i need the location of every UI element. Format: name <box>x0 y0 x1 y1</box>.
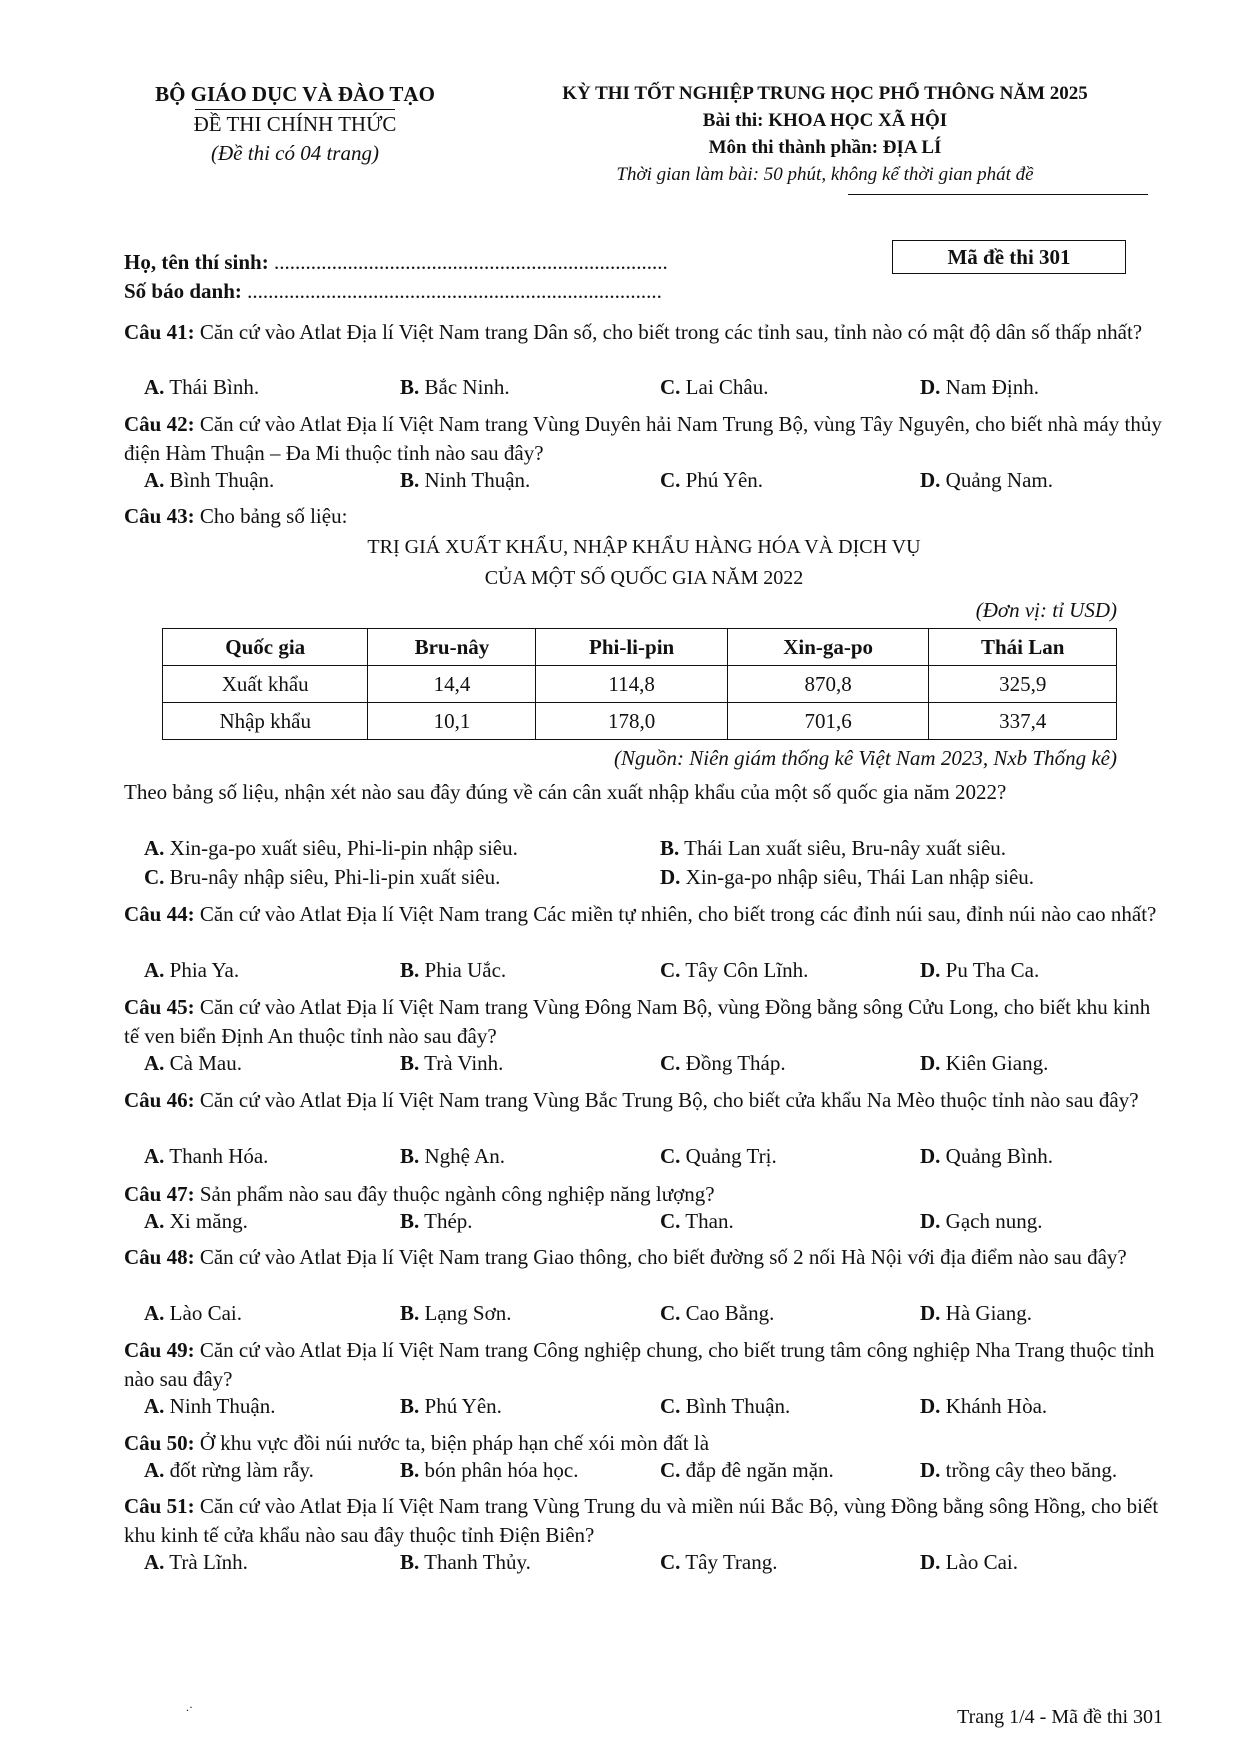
option-b[interactable]: B. Lạng Sơn. <box>400 1301 512 1325</box>
option-a[interactable]: A. Trà Lĩnh. <box>144 1550 248 1574</box>
question-text: Cho bảng số liệu: <box>199 504 348 528</box>
option-c[interactable]: C. Đồng Tháp. <box>660 1051 786 1075</box>
table-cell: 178,0 <box>536 703 727 740</box>
option-b[interactable]: B. Thái Lan xuất siêu, Bru-nây xuất siêu. <box>660 836 1007 860</box>
candidate-id-dots: ............................................................................... <box>247 279 662 303</box>
question-text: Căn cứ vào Atlat Địa lí Việt Nam trang Dân số, cho biết trong các tỉnh sau, tỉnh nào có mật độ dân số thấp nhất? <box>199 320 1143 344</box>
option-d[interactable]: D. Khánh Hòa. <box>920 1394 1048 1418</box>
exam-subject: Bài thi: KHOA HỌC XÃ HỘI <box>702 110 948 131</box>
options-46 <box>0 1144 1241 1174</box>
question-text: Căn cứ vào Atlat Địa lí Việt Nam trang Vùng Bắc Trung Bộ, cho biết cửa khẩu Na Mèo thuộc tỉnh nào sau đây? <box>199 1088 1139 1112</box>
options-50 <box>0 1458 1241 1488</box>
option-a[interactable]: A. Lào Cai. <box>144 1301 242 1325</box>
exam-title: KỲ THI TỐT NGHIỆP TRUNG HỌC PHỔ THÔNG NĂM 2025 <box>562 83 1088 104</box>
options-48 <box>0 1301 1241 1331</box>
question-48 <box>124 1243 1164 1272</box>
table-unit: (Đơn vị: tỉ USD) <box>975 598 1117 622</box>
table-header-row <box>163 629 1117 666</box>
option-b[interactable]: B. Nghệ An. <box>400 1144 506 1168</box>
option-a[interactable]: A. Ninh Thuận. <box>144 1394 276 1418</box>
option-c[interactable]: C. Phú Yên. <box>660 468 764 492</box>
question-51 <box>124 1492 1164 1549</box>
question-text: Căn cứ vào Atlat Địa lí Việt Nam trang Giao thông, cho biết đường số 2 nối Hà Nội với địa điểm nào sau đây? <box>199 1245 1127 1269</box>
option-d[interactable]: D. Pu Tha Ca. <box>920 958 1040 982</box>
data-table <box>162 628 1117 740</box>
ministry-name: BỘ GIÁO DỤC VÀ ĐÀO TẠO <box>155 82 435 106</box>
candidate-name-label: Họ, tên thí sinh: <box>124 250 269 274</box>
exam-time: Thời gian làm bài: 50 phút, không kể thời gian phát đề <box>616 164 1034 185</box>
table-question: Theo bảng số liệu, nhận xét nào sau đây đúng về cán cân xuất nhập khẩu của một số quốc gia năm 2022? <box>124 780 1007 804</box>
option-b[interactable]: B. bón phân hóa học. <box>400 1458 579 1482</box>
col-header: Phi-li-pin <box>536 629 727 666</box>
option-d[interactable]: D. trồng cây theo băng. <box>920 1458 1118 1482</box>
question-text: Căn cứ vào Atlat Địa lí Việt Nam trang Vùng Duyên hải Nam Trung Bộ, vùng Tây Nguyên, cho biết nhà máy thủy điện Hàm Thuận – Đa Mi thuộc tỉnh nào sau đây? <box>124 412 1162 465</box>
question-45 <box>124 993 1164 1050</box>
option-c[interactable]: C. Bình Thuận. <box>660 1394 791 1418</box>
table-row <box>163 666 1117 703</box>
exam-block <box>480 80 1170 195</box>
question-label: Câu 48: <box>124 1245 195 1269</box>
table-cell: 114,8 <box>536 666 727 703</box>
option-b[interactable]: B. Thanh Thủy. <box>400 1550 531 1574</box>
question-47 <box>124 1180 1164 1209</box>
question-label: Câu 50: <box>124 1431 195 1455</box>
option-a[interactable]: A. Xi măng. <box>144 1209 248 1233</box>
question-label: Câu 46: <box>124 1088 195 1112</box>
option-c[interactable]: C. Than. <box>660 1209 734 1233</box>
option-b[interactable]: B. Phú Yên. <box>400 1394 502 1418</box>
option-d[interactable]: D. Lào Cai. <box>920 1550 1018 1574</box>
exam-component: Môn thi thành phần: ĐỊA LÍ <box>708 137 942 158</box>
options-42 <box>0 468 1241 498</box>
option-a[interactable]: A. Bình Thuận. <box>144 468 275 492</box>
option-a[interactable]: A. Xin-ga-po xuất siêu, Phi-li-pin nhập siêu. <box>144 836 518 860</box>
option-d[interactable]: D. Quảng Nam. <box>920 468 1053 492</box>
official-label: ĐỀ THI CHÍNH THỨC <box>193 112 397 136</box>
candidate-name-dots: ........................................................................... <box>273 250 668 274</box>
options-45 <box>0 1051 1241 1081</box>
option-d[interactable]: D. Kiên Giang. <box>920 1051 1049 1075</box>
pages-note: (Đề thi có 04 trang) <box>211 141 379 165</box>
candidate-id-label: Số báo danh: <box>124 279 242 303</box>
option-c[interactable]: C. Bru-nây nhập siêu, Phi-li-pin xuất siêu. <box>144 865 501 889</box>
row-label: Nhập khẩu <box>163 703 368 740</box>
question-text: Căn cứ vào Atlat Địa lí Việt Nam trang Vùng Trung du và miền núi Bắc Bộ, vùng Đồng bằng sông Hồng, cho biết khu kinh tế cửa khẩu nào sau đây thuộc tỉnh Điện Biên? <box>124 1494 1159 1547</box>
option-a[interactable]: A. Thái Bình. <box>144 375 260 399</box>
option-d[interactable]: D. Gạch nung. <box>920 1209 1043 1233</box>
table-title-2: CỦA MỘT SỐ QUỐC GIA NĂM 2022 <box>484 567 804 589</box>
question-label: Câu 42: <box>124 412 195 436</box>
question-text: Ở khu vực đồi núi nước ta, biện pháp hạn chế xói mòn đất là <box>199 1431 710 1455</box>
option-a[interactable]: A. Thanh Hóa. <box>144 1144 269 1168</box>
table-source: (Nguồn: Niên giám thống kê Việt Nam 2023, Nxb Thống kê) <box>614 746 1117 770</box>
option-b[interactable]: B. Ninh Thuận. <box>400 468 531 492</box>
col-header: Xin-ga-po <box>727 629 929 666</box>
exam-code-box: Mã đề thi 301 <box>892 240 1126 274</box>
option-a[interactable]: A. đốt rừng làm rẫy. <box>144 1458 314 1482</box>
options-41 <box>0 375 1241 405</box>
question-label: Câu 45: <box>124 995 195 1019</box>
question-label: Câu 51: <box>124 1494 195 1518</box>
ministry-block <box>130 80 460 168</box>
option-a[interactable]: A. Cà Mau. <box>144 1051 242 1075</box>
option-d[interactable]: D. Quảng Bình. <box>920 1144 1053 1168</box>
question-41 <box>124 318 1164 347</box>
option-d[interactable]: D. Hà Giang. <box>920 1301 1032 1325</box>
table-title-1: TRỊ GIÁ XUẤT KHẨU, NHẬP KHẨU HÀNG HÓA VÀ DỊCH VỤ <box>367 536 921 558</box>
table-cell: 325,9 <box>929 666 1117 703</box>
options-49 <box>0 1394 1241 1424</box>
page-footer: Trang 1/4 - Mã đề thi 301 <box>957 1706 1163 1728</box>
option-b[interactable]: B. Thép. <box>400 1209 473 1233</box>
scan-mark: .· <box>186 1700 193 1714</box>
question-text: Sản phẩm nào sau đây thuộc ngành công nghiệp năng lượng? <box>199 1182 715 1206</box>
table-cell: 337,4 <box>929 703 1117 740</box>
exam-underline <box>848 194 1148 195</box>
question-label: Câu 43: <box>124 504 195 528</box>
option-d[interactable]: D. Nam Định. <box>920 375 1039 399</box>
question-label: Câu 47: <box>124 1182 195 1206</box>
options-47 <box>0 1209 1241 1239</box>
col-header: Bru-nây <box>368 629 536 666</box>
option-b[interactable]: B. Trà Vinh. <box>400 1051 504 1075</box>
option-c[interactable]: C. đắp đê ngăn mặn. <box>660 1458 834 1482</box>
question-text: Căn cứ vào Atlat Địa lí Việt Nam trang Công nghiệp chung, cho biết trung tâm công nghiệp Nha Trang thuộc tỉnh nào sau đây? <box>124 1338 1155 1391</box>
question-text: Căn cứ vào Atlat Địa lí Việt Nam trang Các miền tự nhiên, cho biết trong các đỉnh núi sau, đỉnh núi nào cao nhất? <box>199 902 1157 926</box>
table-row <box>163 703 1117 740</box>
option-c[interactable]: C. Tây Côn Lĩnh. <box>660 958 809 982</box>
question-label: Câu 49: <box>124 1338 195 1362</box>
option-c[interactable]: C. Lai Châu. <box>660 375 769 399</box>
options-43 <box>0 836 1241 896</box>
option-c[interactable]: C. Tây Trang. <box>660 1550 778 1574</box>
table-cell: 701,6 <box>727 703 929 740</box>
question-43 <box>124 502 1164 531</box>
question-label: Câu 41: <box>124 320 195 344</box>
question-42 <box>124 410 1164 467</box>
col-header: Quốc gia <box>163 629 368 666</box>
option-b[interactable]: B. Bắc Ninh. <box>400 375 510 399</box>
option-d[interactable]: D. Xin-ga-po nhập siêu, Thái Lan nhập siêu. <box>660 865 1035 889</box>
table-cell: 870,8 <box>727 666 929 703</box>
question-text: Căn cứ vào Atlat Địa lí Việt Nam trang Vùng Đông Nam Bộ, vùng Đồng bằng sông Cửu Long, cho biết khu kinh tế ven biển Định An thuộc tỉnh nào sau đây? <box>124 995 1151 1048</box>
table-cell: 10,1 <box>368 703 536 740</box>
options-44 <box>0 958 1241 988</box>
question-49 <box>124 1336 1164 1393</box>
options-51 <box>0 1550 1241 1580</box>
table-cell: 14,4 <box>368 666 536 703</box>
question-label: Câu 44: <box>124 902 195 926</box>
question-44 <box>124 900 1164 929</box>
question-50 <box>124 1429 1164 1458</box>
option-c[interactable]: C. Cao Bằng. <box>660 1301 775 1325</box>
col-header: Thái Lan <box>929 629 1117 666</box>
option-a[interactable]: A. Phia Ya. <box>144 958 240 982</box>
option-b[interactable]: B. Phia Uắc. <box>400 958 507 982</box>
option-c[interactable]: C. Quảng Trị. <box>660 1144 777 1168</box>
candidate-id-row <box>124 277 1164 306</box>
question-46 <box>124 1086 1164 1115</box>
row-label: Xuất khẩu <box>163 666 368 703</box>
